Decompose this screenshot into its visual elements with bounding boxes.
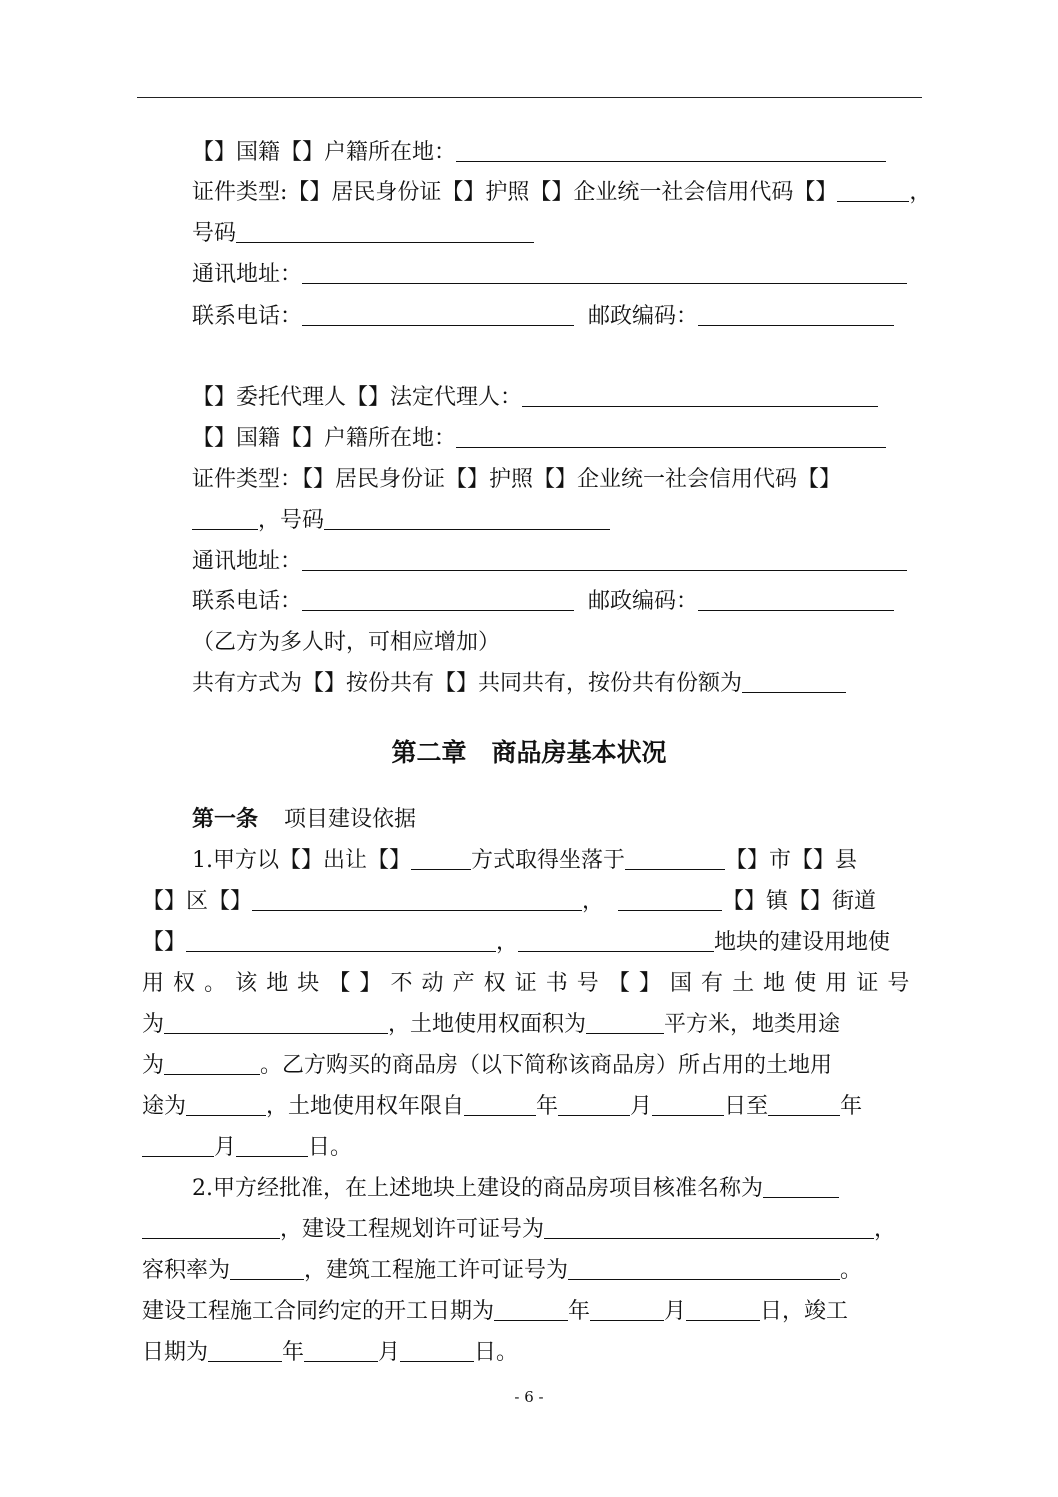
text: 【】镇【】街道	[722, 889, 877, 914]
text: 1.甲方以【】出让【】	[192, 848, 411, 873]
article-number: 第一条	[192, 807, 259, 832]
agent-label: 【】委托代理人【】法定代理人：	[192, 385, 523, 410]
blank	[618, 888, 722, 911]
text: 年	[568, 1299, 591, 1324]
text: 日至	[724, 1094, 769, 1119]
text: 地块的建设用地使	[714, 930, 891, 955]
text: 日期为	[142, 1340, 209, 1365]
phone-label: 联系电话：	[192, 304, 303, 329]
phone-blank	[302, 588, 574, 611]
blank	[208, 1339, 282, 1362]
text: 用权。该地块【】不动产权证书号【】国有土地使用证号	[142, 971, 918, 996]
id-type-blank	[837, 179, 909, 202]
text: 年	[282, 1340, 305, 1365]
blank	[544, 1216, 874, 1239]
text: ，建筑工程施工许可证号为	[304, 1258, 569, 1283]
p1-line-a	[192, 846, 857, 876]
note-text: （乙方为多人时，可相应增加）	[192, 630, 501, 655]
multi-party-note	[192, 628, 500, 658]
blank	[230, 1257, 304, 1280]
agent-id-number-line	[192, 506, 610, 536]
address-blank	[302, 261, 907, 284]
blank	[763, 1175, 839, 1198]
nationality-label: 【】国籍【】户籍所在地：	[192, 426, 457, 451]
blank	[558, 1093, 630, 1116]
comma: ，	[909, 180, 932, 205]
nationality-blank	[456, 139, 886, 162]
blank	[164, 1011, 388, 1034]
agent-blank	[522, 384, 878, 407]
blank	[252, 888, 582, 911]
article-title: 项目建设依据	[284, 807, 417, 832]
blank	[568, 1257, 840, 1280]
article-1-heading	[192, 805, 416, 835]
agent-nationality-line	[192, 424, 886, 454]
id-type-label: 证件类型：【】居民身份证【】护照【】企业统一社会信用代码【】	[192, 467, 842, 492]
party-b-id-number-line	[192, 219, 534, 249]
party-b-nationality-line	[192, 138, 886, 168]
p1-line-b	[142, 887, 876, 917]
p1-line-g	[142, 1092, 862, 1122]
blank	[586, 1011, 664, 1034]
text: 方式取得坐落于	[471, 848, 626, 873]
phone-blank	[302, 303, 574, 326]
agent-address-line	[192, 547, 907, 577]
text: 【】区【】	[142, 889, 253, 914]
text: 年	[536, 1094, 559, 1119]
blank	[625, 847, 725, 870]
text: 。乙方购买的商品房（以下简称该商品房）所占用的土地用	[260, 1053, 833, 1078]
blank	[142, 1216, 280, 1239]
postcode-blank	[698, 303, 894, 326]
text: 年	[840, 1094, 863, 1119]
text: ，土地使用权面积为	[388, 1012, 587, 1037]
agent-contact-line	[192, 587, 894, 617]
blank	[768, 1093, 840, 1116]
blank	[518, 929, 714, 952]
address-label: 通讯地址：	[192, 262, 303, 287]
p1-line-h	[142, 1133, 352, 1163]
p2-line-a	[192, 1174, 839, 1204]
party-b-address-line	[192, 260, 907, 290]
text: 月	[664, 1299, 687, 1324]
p2-line-d	[142, 1297, 848, 1327]
p1-line-c	[142, 928, 890, 958]
text: 建设工程施工合同约定的开工日期为	[142, 1299, 495, 1324]
p2-line-c	[142, 1256, 862, 1286]
text: 。	[840, 1258, 863, 1283]
blank	[186, 1093, 266, 1116]
text: 容积率为	[142, 1258, 231, 1283]
blank	[686, 1298, 760, 1321]
text: 月	[214, 1135, 237, 1160]
header-rule	[137, 97, 922, 98]
blank	[411, 847, 471, 870]
text: 日。	[474, 1340, 519, 1365]
text: 平方米，地类用途	[664, 1012, 841, 1037]
text: 为	[142, 1053, 165, 1078]
address-label: 通讯地址：	[192, 549, 303, 574]
text: ，土地使用权年限自	[266, 1094, 465, 1119]
chapter-title: 第二章 商品房基本状况	[391, 738, 667, 767]
nationality-blank	[456, 425, 886, 448]
blank	[652, 1093, 724, 1116]
blank	[164, 1052, 260, 1075]
text: 月	[378, 1340, 401, 1365]
text: ，	[874, 1217, 897, 1242]
blank	[142, 1134, 214, 1157]
text: 2.甲方经批准，在上述地块上建设的商品房项目核准名称为	[192, 1176, 763, 1201]
text: 途为	[142, 1094, 187, 1119]
p2-line-e	[142, 1338, 518, 1368]
id-type-label: 证件类型:【】居民身份证【】护照【】企业统一社会信用代码【】	[192, 180, 838, 205]
id-number-label: 号码	[192, 221, 237, 246]
text: 月	[630, 1094, 653, 1119]
blank	[186, 929, 496, 952]
phone-label: 联系电话：	[192, 589, 303, 614]
agent-id-type-line	[192, 465, 841, 495]
p1-line-f	[142, 1051, 832, 1081]
id-number-blank	[236, 220, 534, 243]
p1-line-d	[142, 969, 918, 999]
p1-line-e	[142, 1010, 840, 1040]
blank	[304, 1339, 378, 1362]
id-number-label: ，号码	[258, 508, 325, 533]
address-blank	[302, 548, 907, 571]
co-ownership-label: 共有方式为【】按份共有【】共同共有，按份共有份额为	[192, 671, 743, 696]
blank	[400, 1339, 474, 1362]
blank	[464, 1093, 536, 1116]
text: ，	[496, 930, 519, 955]
blank	[590, 1298, 664, 1321]
id-type-blank	[192, 507, 258, 530]
party-b-id-type-line	[192, 178, 931, 208]
page-number: - 6 -	[514, 1388, 544, 1406]
postcode-blank	[698, 588, 894, 611]
text: 【】	[142, 930, 187, 955]
postcode-label: 邮政编码：	[588, 304, 699, 329]
agent-line	[192, 383, 878, 413]
co-ownership-line	[192, 669, 846, 699]
party-b-contact-line	[192, 302, 894, 332]
postcode-label: 邮政编码：	[588, 589, 699, 614]
p2-line-b	[142, 1215, 896, 1245]
id-number-blank	[324, 507, 610, 530]
share-blank	[742, 670, 846, 693]
nationality-label: 【】国籍【】户籍所在地：	[192, 140, 457, 165]
text: 日。	[308, 1135, 353, 1160]
text: 为	[142, 1012, 165, 1037]
text: ，	[582, 889, 605, 914]
text: 【】市【】县	[725, 848, 858, 873]
blank	[236, 1134, 308, 1157]
text: ，建设工程规划许可证号为	[280, 1217, 545, 1242]
blank	[494, 1298, 568, 1321]
text: 日，竣工	[760, 1299, 849, 1324]
